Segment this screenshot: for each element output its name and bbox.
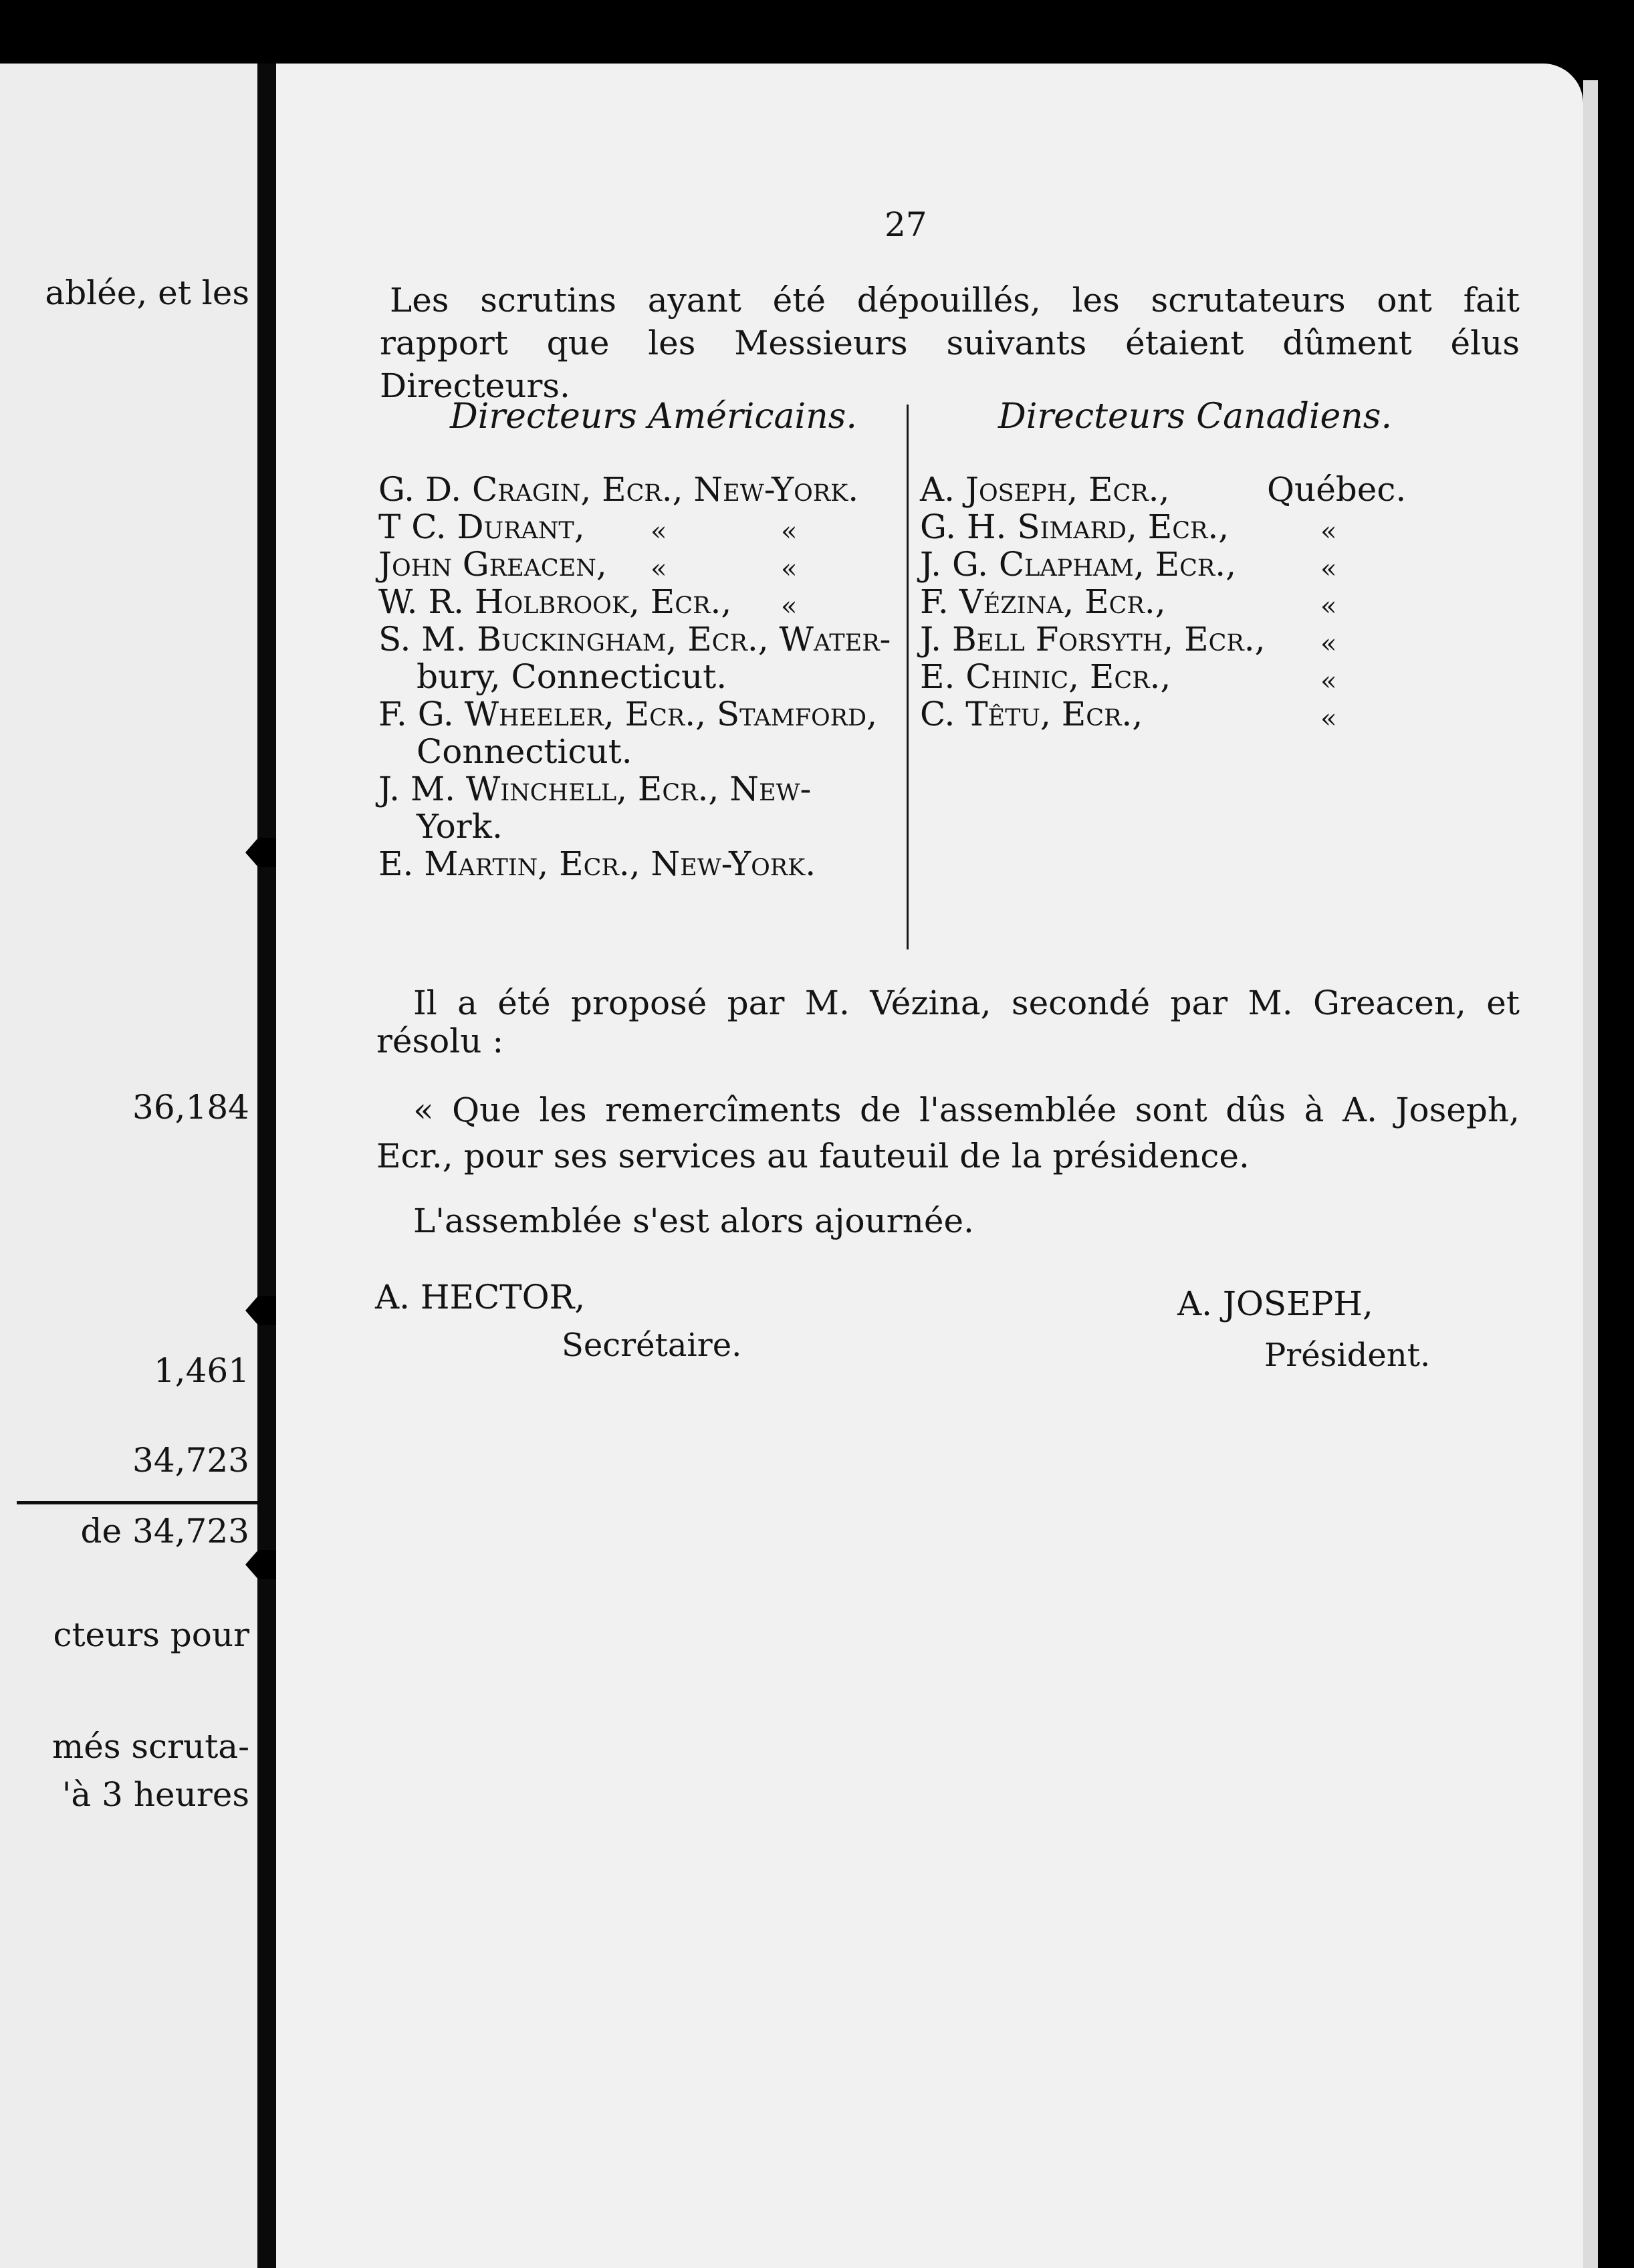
director-canadian: A. Joseph, Ecr., — [920, 470, 1170, 509]
ditto-mark: « — [1320, 591, 1337, 622]
director-american: G. D. Cragin, Ecr., New-York. — [378, 470, 859, 509]
ditto-mark: « — [1320, 703, 1337, 734]
left-fragment-line: ablée, et les — [45, 273, 249, 312]
director-american: S. M. Buckingham, Ecr., Water- — [378, 620, 891, 659]
secretary-name: A. HECTOR, — [375, 1278, 586, 1317]
ditto-mark: « — [651, 516, 667, 547]
ditto-mark: « — [781, 591, 798, 622]
director-american: J. M. Winchell, Ecr., New- — [378, 770, 812, 808]
motion-line-2: résolu : — [376, 1022, 504, 1060]
left-fragment-line: cteurs pour — [53, 1615, 249, 1654]
director-american-continued: bury, Connecticut. — [417, 657, 727, 696]
director-american: T C. Durant, — [378, 507, 585, 546]
resolution-line-2: Ecr., pour ses services au fauteuil de la présidence. — [376, 1137, 1250, 1175]
page-edge — [1583, 80, 1598, 2268]
left-fragment-number: 34,723 — [132, 1441, 249, 1480]
ditto-mark: « — [1320, 666, 1337, 697]
ditto-mark: « — [651, 554, 667, 584]
director-canadian: C. Têtu, Ecr., — [920, 695, 1143, 733]
director-american-continued: Connecticut. — [417, 732, 632, 771]
director-canadian: F. Vézina, Ecr., — [920, 582, 1166, 621]
director-canadian: J. G. Clapham, Ecr., — [920, 545, 1237, 584]
intro-text: rapport que les Messieurs suivants étaient dûment élus Directeurs. — [380, 324, 1520, 405]
director-american: W. R. Holbrook, Ecr., — [378, 582, 732, 621]
left-page-fragment — [0, 64, 257, 2268]
director-canadian: E. Chinic, Ecr., — [920, 657, 1171, 696]
intro-paragraph-line-2 — [380, 322, 1520, 407]
director-canadian: J. Bell Forsyth, Ecr., — [920, 620, 1266, 659]
resolution-line-1: « Que les remercîments de l'assemblée sont dûs à A. Joseph, — [413, 1091, 1520, 1129]
director-american-continued: York. — [417, 807, 503, 846]
secretary-title: Secrétaire. — [562, 1327, 742, 1364]
motion-line-1: Il a été proposé par M. Vézina, secondé par M. Greacen, et — [413, 984, 1520, 1022]
column-divider — [907, 405, 909, 949]
american-directors-heading: Directeurs Américains. — [450, 396, 857, 437]
director-american: E. Martin, Ecr., New-York. — [378, 844, 816, 883]
director-canadian: G. H. Simard, Ecr., — [920, 507, 1230, 546]
ditto-mark: « — [781, 516, 798, 547]
document-page — [276, 64, 1583, 2268]
closing-line: L'assemblée s'est alors ajournée. — [413, 1202, 974, 1240]
ditto-mark: « — [1320, 554, 1337, 584]
page-number: 27 — [885, 205, 927, 244]
intro-paragraph-line-1 — [390, 279, 1520, 322]
ditto-mark: « — [1320, 629, 1337, 659]
president-name: A. JOSEPH, — [1177, 1284, 1373, 1323]
ditto-mark: « — [781, 554, 798, 584]
director-american: John Greacen, — [378, 545, 607, 584]
left-fragment-line: 'à 3 heures — [62, 1775, 249, 1814]
left-fragment-number: 1,461 — [153, 1351, 249, 1390]
ditto-mark: « — [1320, 516, 1337, 547]
canadian-city: Québec. — [1267, 470, 1407, 509]
canadian-directors-heading: Directeurs Canadiens. — [998, 396, 1392, 437]
left-fragment-line: més scruta- — [51, 1727, 249, 1766]
left-fragment-number: 36,184 — [132, 1088, 249, 1127]
left-fragment-line: de 34,723 — [80, 1512, 249, 1551]
book-spine — [257, 64, 276, 2268]
president-title: Président. — [1264, 1337, 1431, 1374]
intro-text: Les scrutins ayant été dépouillés, les scrutateurs ont fait — [390, 281, 1520, 320]
director-american: F. G. Wheeler, Ecr., Stamford, — [378, 695, 877, 733]
left-total-rule — [17, 1501, 257, 1504]
